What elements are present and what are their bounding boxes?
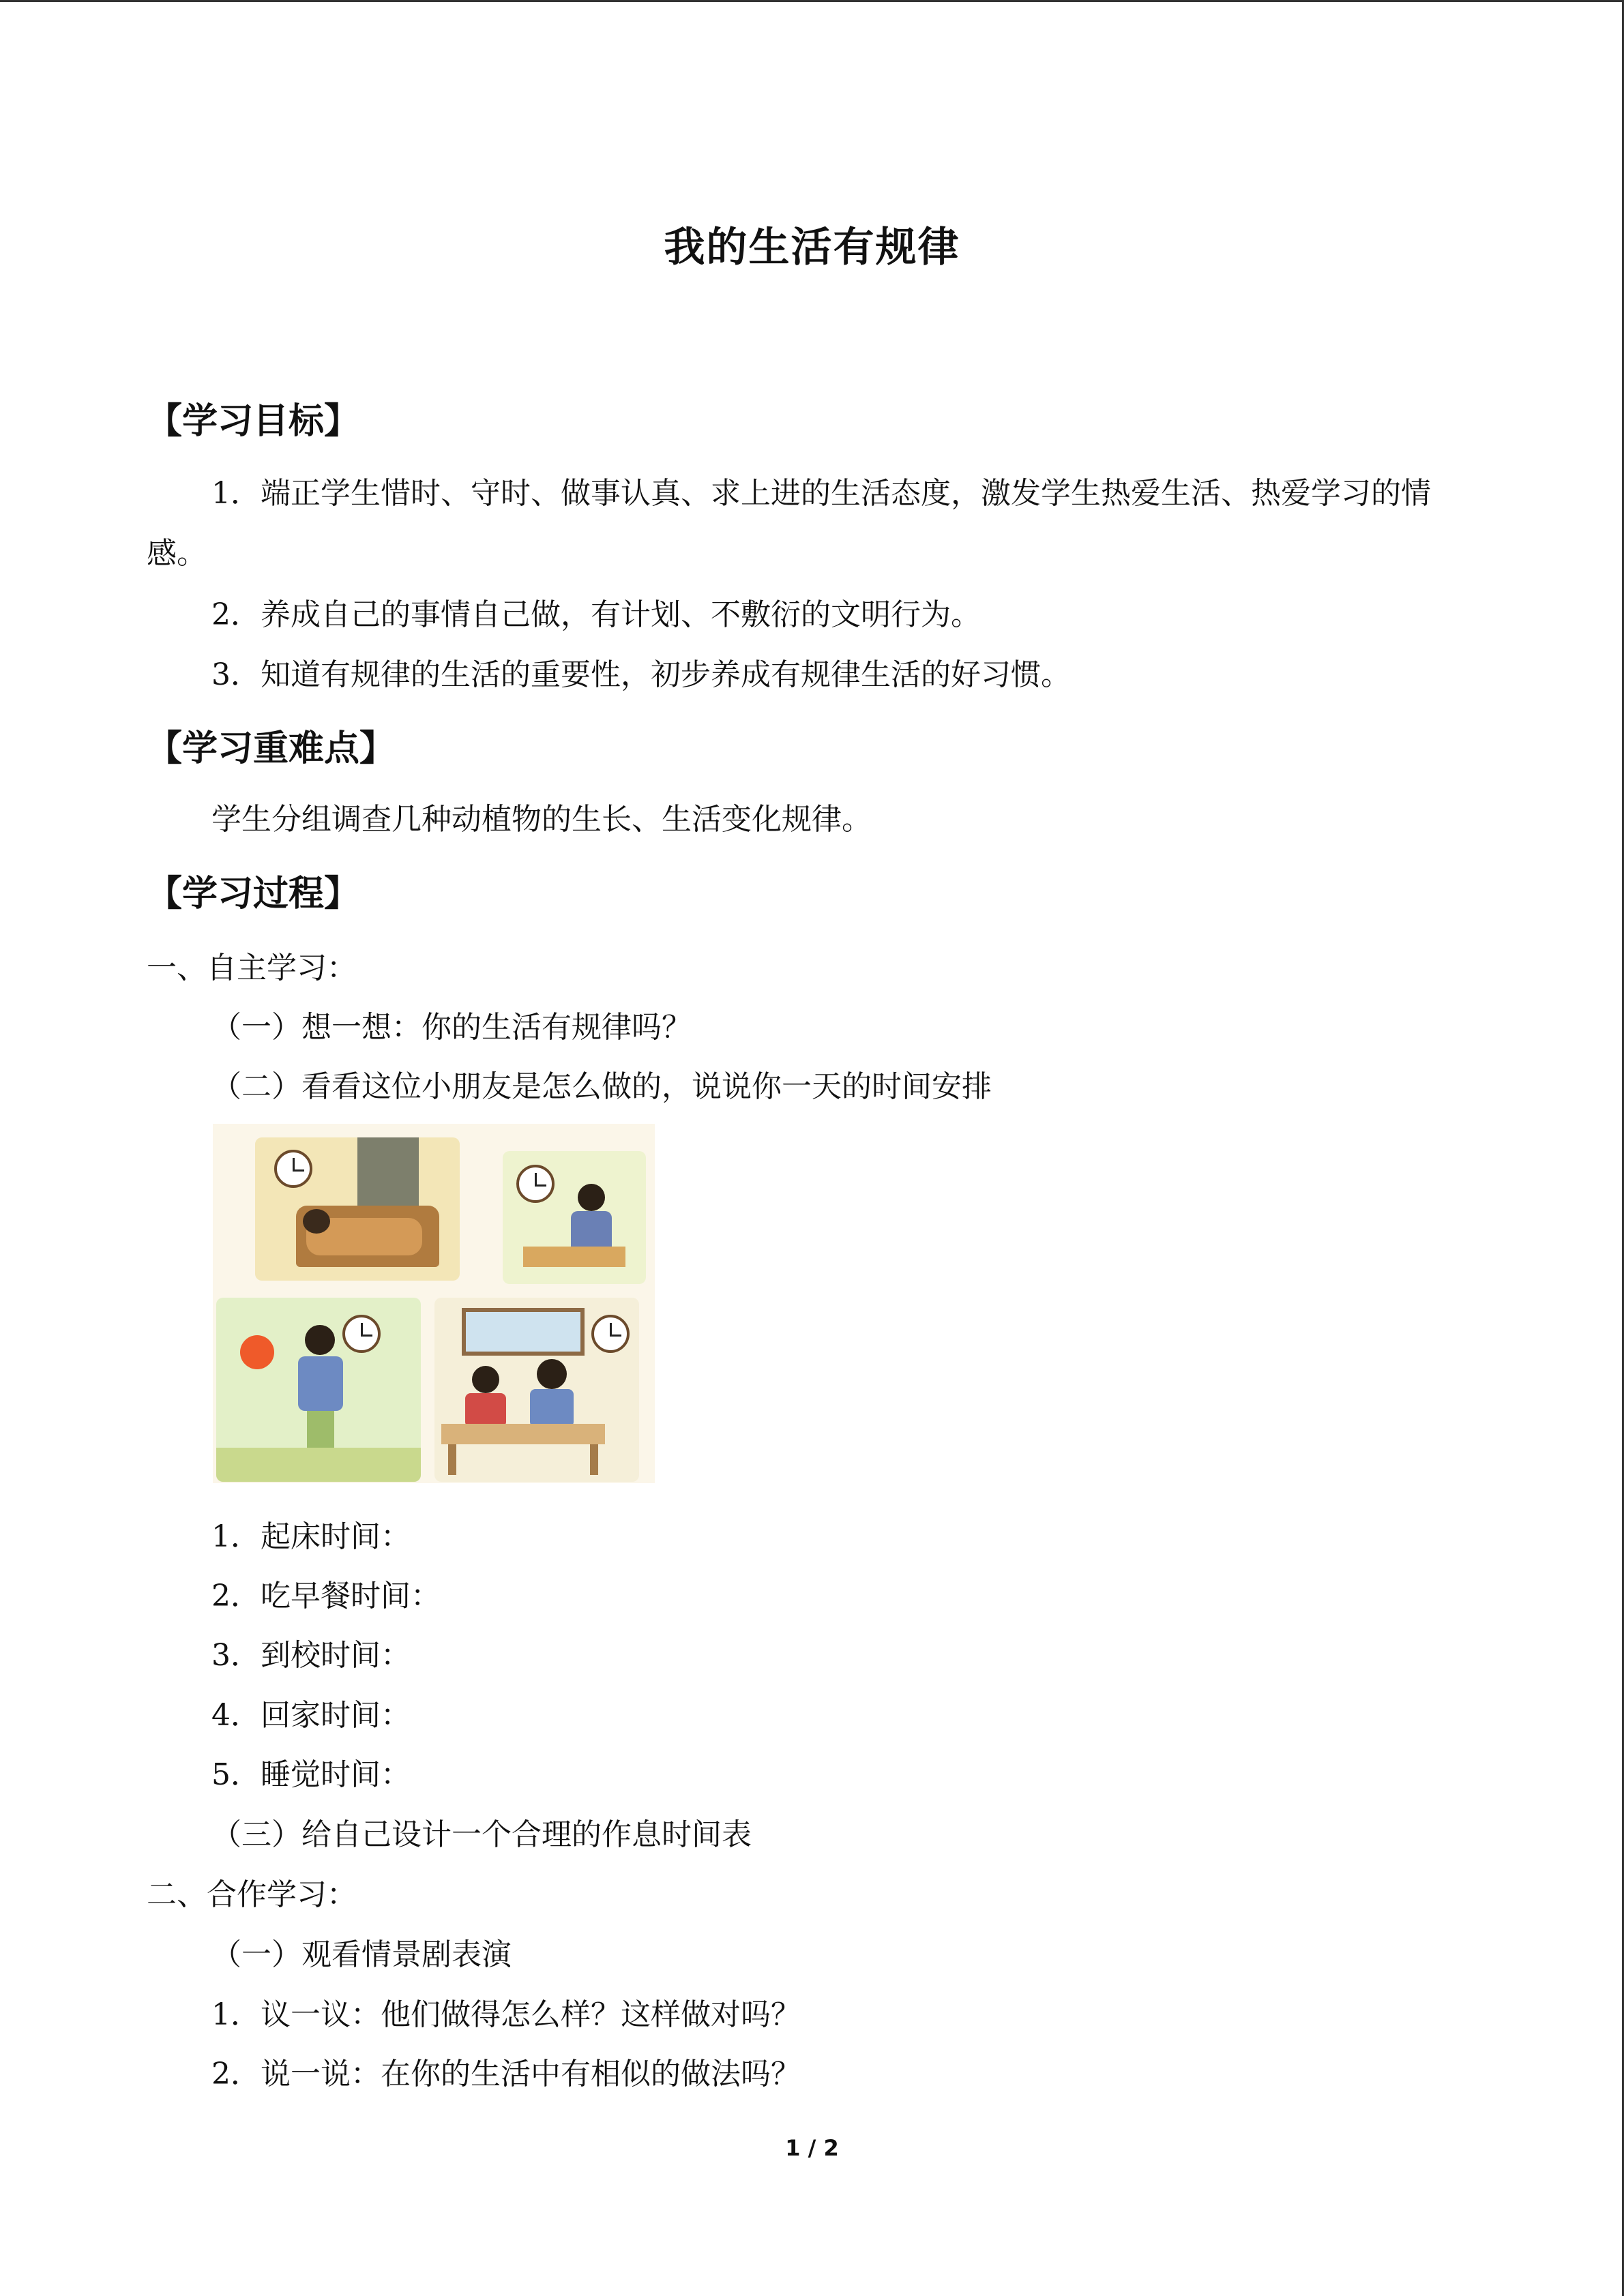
child-head	[578, 1184, 605, 1211]
bed-edge	[523, 1247, 625, 1267]
part2-question-1: （一）观看情景剧表演	[211, 1937, 512, 1972]
desk-leg	[590, 1444, 598, 1475]
time-item-wake: 1．起床时间：	[211, 1519, 411, 1554]
part1-question-2: （二）看看这位小朋友是怎么做的，说说你一天的时间安排	[211, 1069, 992, 1104]
child-head	[305, 1325, 335, 1355]
sun-icon	[240, 1335, 274, 1369]
goal-item-3: 3．知道有规律的生活的重要性，初步养成有规律生活的好习惯。	[211, 657, 1071, 692]
boy-head	[537, 1359, 567, 1389]
panel-making-bed	[503, 1151, 646, 1284]
page-border-top	[0, 0, 1624, 2]
panel-walking	[216, 1298, 421, 1482]
clock-icon	[342, 1315, 381, 1353]
part2-item-2: 2．说一说：在你的生活中有相似的做法吗？	[211, 2057, 801, 2091]
time-item-arrive-school: 3．到校时间：	[211, 1638, 411, 1673]
clock-icon	[591, 1315, 630, 1353]
page-title: 我的生活有规律	[664, 224, 960, 271]
part2-label: 二、合作学习：	[147, 1877, 357, 1912]
boy-body	[530, 1389, 574, 1427]
goal-item-1: 1．端正学生惜时、守时、做事认真、求上进的生活态度，激发学生热爱生活、热爱学习的情感。	[147, 476, 1431, 571]
key-points-text: 学生分组调查几种动植物的生长、生活变化规律。	[211, 802, 872, 837]
panel-reading	[434, 1298, 639, 1482]
time-item-breakfast: 2．吃早餐时间：	[211, 1579, 441, 1613]
time-item-sleep: 5．睡觉时间：	[211, 1757, 411, 1792]
page-number: 1 / 2	[785, 2135, 839, 2161]
panel-sleeping	[255, 1137, 460, 1281]
part1-question-1: （一）想一想：你的生活有规律吗？	[211, 1010, 692, 1045]
heading-goals: 【学习目标】	[147, 401, 360, 442]
child-body	[298, 1356, 343, 1411]
ground	[216, 1448, 421, 1482]
clock-icon	[516, 1165, 555, 1203]
heading-process: 【学习过程】	[147, 874, 360, 914]
part1-question-3: （三）给自己设计一个合理的作息时间表	[211, 1817, 752, 1852]
clock-icon	[274, 1150, 312, 1188]
daily-routine-illustration	[213, 1124, 655, 1483]
heading-key-points: 【学习重难点】	[147, 728, 396, 769]
girl-head	[472, 1366, 499, 1393]
girl-body	[465, 1393, 506, 1427]
desk-leg	[448, 1444, 456, 1475]
window	[462, 1308, 585, 1356]
goal-item-2: 2．养成自己的事情自己做，有计划、不敷衍的文明行为。	[211, 597, 981, 632]
time-item-go-home: 4．回家时间：	[211, 1698, 411, 1733]
part2-item-1: 1．议一议：他们做得怎么样？这样做对吗？	[211, 1997, 801, 2032]
desk	[441, 1424, 605, 1444]
sleeping-child	[303, 1209, 330, 1234]
part1-label: 一、自主学习：	[147, 951, 357, 985]
